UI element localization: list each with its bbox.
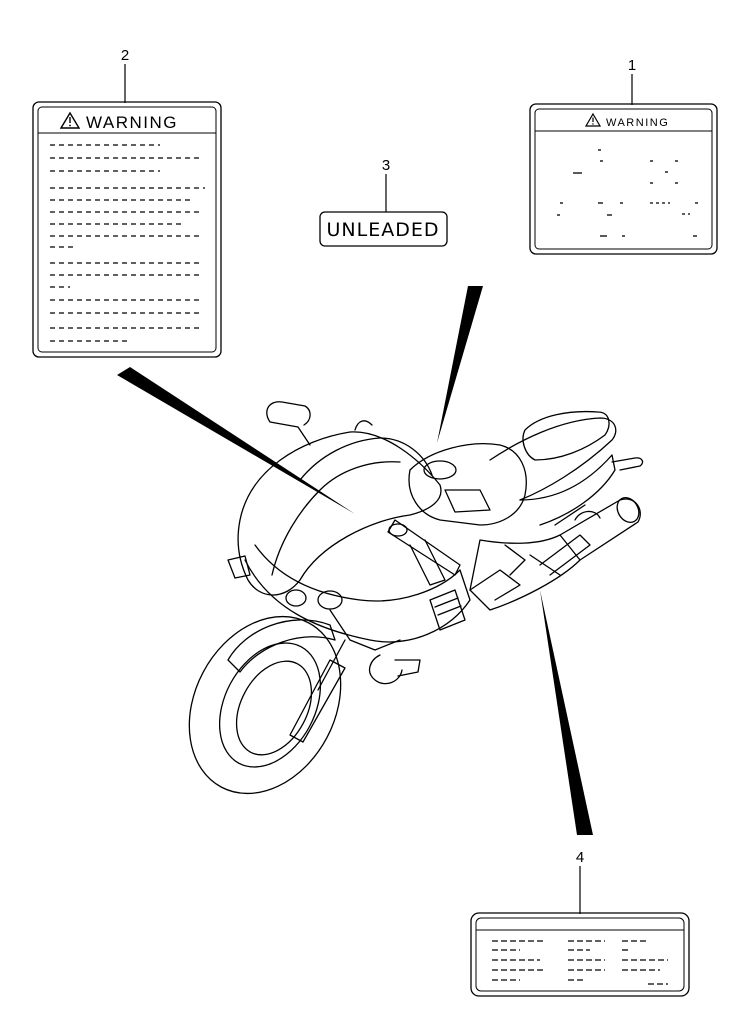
pointer-wedge-label-2 [117,367,355,514]
label-2-fine-print [50,145,205,341]
pointer-wedge-label-4 [540,590,593,835]
fuel-tank [409,444,526,525]
callout-number-1: 1 [627,57,637,74]
label-4-group [471,849,689,996]
pointer-wedges [117,286,593,835]
label-4-fine-print [492,941,668,984]
front-tire [160,590,371,820]
label-3-group [320,157,447,246]
info-label-4 [471,913,689,996]
warning-triangle-icon [586,114,600,126]
warning-heading-1: WARNING [606,117,670,129]
warning-triangle-icon [61,113,79,128]
label-2-group [33,47,221,357]
unleaded-text: UNLEADED [326,219,440,241]
callout-number-2: 2 [120,47,130,64]
warning-label-2 [33,102,221,357]
pointer-wedge-label-3 [437,286,483,443]
warning-heading-2: WARNING [86,113,179,132]
callout-number-3: 3 [381,157,391,174]
label-1-group [530,57,717,254]
label-1-fine-print [557,150,698,236]
front-fairing [238,432,441,595]
callout-number-4: 4 [575,849,585,866]
engine-block [470,535,580,610]
